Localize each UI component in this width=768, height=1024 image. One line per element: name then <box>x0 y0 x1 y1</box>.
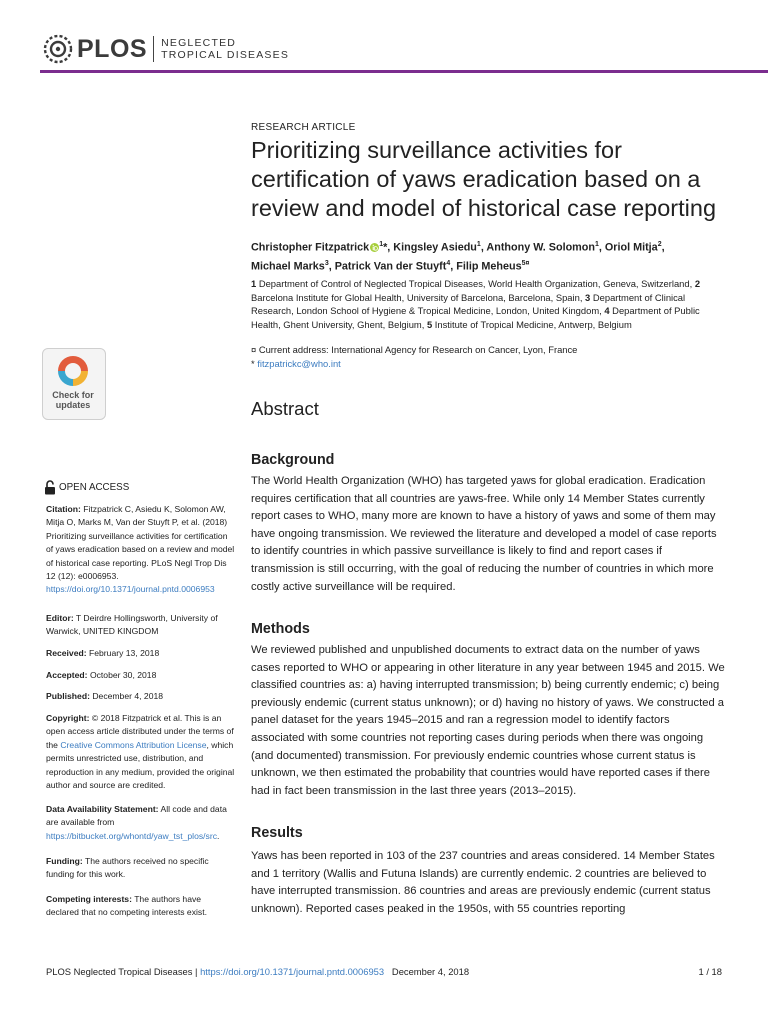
background-text: The World Health Organization (WHO) has targeted yaws for global eradication. Eradication requires certification that all countries are yaws-free. While only 14 Member States currently report cases to WHO, many more are known to have a history of yaws and some of them may have ongoing transmission. We reviewed the literature and developed a model of case reports to identify countries in which passive surveillance is likely to find and report cases if transmission is still occurring, with the goal of reducing the number of countries in which more costly active surveillance will be required. <box>251 475 717 593</box>
author-name[interactable]: Michael Marks <box>251 260 325 273</box>
brand-name: PLOS <box>77 34 148 63</box>
affiliation-text: Institute of Tropical Medicine, Antwerp, Belgium <box>434 318 632 330</box>
accepted-value: October 30, 2018 <box>89 670 157 680</box>
citation-doi-link[interactable]: https://doi.org/10.1371/journal.pntd.0006953 <box>46 584 215 595</box>
affiliation-number: 2 <box>694 278 701 289</box>
affiliation-number: 5 <box>426 318 433 330</box>
journal-name-line1: NEGLECTED <box>161 37 237 49</box>
open-access-label: OPEN ACCESS <box>59 482 130 493</box>
author-name[interactable]: Christopher Fitzpatrick <box>251 241 370 254</box>
author-affiliation-sup: 2 <box>657 241 662 248</box>
author-name[interactable]: Oriol Mitja <box>604 241 658 254</box>
check-for-updates-badge[interactable] <box>42 348 106 420</box>
orcid-icon[interactable] <box>370 243 379 252</box>
copyright-label: Copyright: <box>46 713 90 723</box>
journal-name-line2: TROPICAL DISEASES <box>161 49 290 61</box>
license-link[interactable]: Creative Commons Attribution License <box>60 739 207 750</box>
citation-label: Citation: <box>46 504 81 514</box>
check-updates-line1: Check for <box>52 390 94 400</box>
author-affiliation-sup: 1 <box>476 241 481 248</box>
email-prefix: * <box>251 357 255 369</box>
author-affiliation-sup: 1 <box>379 241 384 248</box>
journal-header <box>0 0 768 76</box>
data-repository-link[interactable]: https://bitbucket.org/whontd/yaw_tst_plos/src <box>46 830 218 841</box>
footer-journal: PLOS Neglected Tropical Diseases <box>46 966 193 977</box>
accepted-date <box>46 669 236 682</box>
received-label: Received: <box>46 648 87 658</box>
received-date <box>46 647 236 660</box>
current-address-note: ¤ Current address: International Agency for Research on Cancer, Lyon, France <box>251 344 578 355</box>
citation-text: Fitzpatrick C, Asiedu K, Solomon AW, Mitja O, Marks M, Van der Stuyft P, et al. (2018) Prioritizing surveillance activities for certification of yaws eradication based on a review and model of historical case reporting. PLoS Negl Trop Dis 12 (12): e0006953. <box>46 504 235 582</box>
corresponding-mark: * <box>383 241 388 254</box>
citation-block <box>46 503 236 597</box>
data-availability-label: Data Availability Statement: <box>46 804 159 814</box>
author-list: Christopher Fitzpatrick $^1$*, Kingsley Asiedu$^1$, Anthony W. Solomon$^1$, Oriol Mitja$^2$, Michael Marks$^3$, Patrick Van der Stuyft$^4$, Filip Meheus$^{5¤}$ <box>251 241 665 273</box>
results-heading: Results <box>251 825 303 841</box>
crossmark-icon <box>56 354 90 388</box>
footer-doi-link[interactable]: https://doi.org/10.1371/journal.pntd.0006953 <box>200 966 385 977</box>
affiliation-number: 1 <box>251 278 257 289</box>
logo-divider <box>153 36 154 62</box>
author-name[interactable]: Anthony W. Solomon <box>486 241 595 254</box>
funding-text: The authors received no specific funding for this work. <box>46 856 209 880</box>
article-type-label: RESEARCH ARTICLE <box>251 122 356 133</box>
affiliation-text: Department of Clinical Research, London School of Hygiene & Tropical Medicine, London, United Kingdom, <box>251 291 686 316</box>
journal-name <box>161 37 289 61</box>
published-value: December 4, 2018 <box>92 691 164 701</box>
copyright-text-2: , which permits unrestricted use, distribution, and reproduction in any medium, provided the original author and source are credited. <box>46 739 235 791</box>
data-availability-text: All code and data are available from <box>46 804 227 828</box>
competing-interests-text: The authors have declared that no competing interests exist. <box>46 894 207 918</box>
data-availability-block <box>46 803 236 843</box>
author-affiliation-sup: 3 <box>324 259 329 267</box>
affiliation-text: Department of Control of Neglected Tropical Diseases, World Health Organization, Geneva, Switzerland, <box>258 278 693 289</box>
background-heading: Background <box>251 452 335 468</box>
copyright-text-1: © 2018 Fitzpatrick et al. This is an open access article distributed under the terms of the <box>46 713 234 750</box>
methods-heading: Methods <box>251 621 310 637</box>
affiliation-number: 3 <box>585 291 591 303</box>
affiliation-text: Barcelona Institute for Global Health, University of Barcelona, Barcelona, Spain, <box>251 291 583 303</box>
header-rule <box>40 70 768 73</box>
open-lock-icon <box>44 480 56 495</box>
editor-block <box>46 612 236 639</box>
article-title: Prioritizing surveillance activities for certification of yaws eradication based on a review and model of historical case reporting <box>251 137 717 221</box>
footer-citation <box>46 966 469 977</box>
affiliation-text: Department of Public Health, Ghent University, Ghent, Belgium, <box>251 305 700 330</box>
email-link[interactable]: fitzpatrickc@who.int <box>257 357 341 369</box>
current-address-block <box>251 343 726 370</box>
competing-interests-label: Competing interests: <box>46 894 132 904</box>
published-label: Published: <box>46 691 90 701</box>
funding-label: Funding: <box>46 856 83 866</box>
check-updates-line2: updates <box>55 400 91 410</box>
copyright-block <box>46 712 236 792</box>
author-affiliation-sup: 5¤ <box>521 259 530 267</box>
editor-text: T Deirdre Hollingsworth, University of Warwick, UNITED KINGDOM <box>46 613 218 637</box>
methods-text: We reviewed published and unpublished documents to extract data on the number of yaws cases reported to WHO or appearing in other literature in any year between 1945 and 2015. We classified countries as: a) having interrupted transmission; b) being currently endemic; c) being previously endemic (current status unknown); or d) having no history of yaws. We constructed a panel dataset for the years 1945–2015 and ran a regression model to identify factors associated with some countries not reporting cases during periods when there was ongoing (and documented) transmission. For previously endemic countries whose current status is unknown, we then estimated the probability that countries would have reported cases if there had in fact been transmission in the last three years (2013–2015). <box>251 644 725 797</box>
author-affiliation-sup: 4 <box>446 259 451 267</box>
funding-block <box>46 855 236 882</box>
received-value: February 13, 2018 <box>89 648 160 658</box>
plos-logo[interactable] <box>42 32 289 66</box>
footer-date: December 4, 2018 <box>391 966 470 977</box>
author-name[interactable]: Patrick Van der Stuyft <box>334 260 447 273</box>
abstract-heading: Abstract <box>251 398 319 419</box>
affiliation-number: 4 <box>604 305 610 316</box>
footer-separator: | <box>195 966 198 977</box>
author-name[interactable]: Kingsley Asiedu <box>393 241 477 254</box>
affiliations-list <box>251 277 726 331</box>
check-updates-label <box>42 390 104 410</box>
plos-logo-icon <box>42 33 74 65</box>
published-date <box>46 690 236 703</box>
data-availability-end: . <box>217 830 220 841</box>
page-number: 1 / 18 <box>698 966 722 977</box>
competing-interests-block <box>46 893 236 920</box>
accepted-label: Accepted: <box>46 670 88 680</box>
editor-label: Editor: <box>46 613 74 623</box>
author-affiliation-sup: 1 <box>594 241 599 248</box>
author-name[interactable]: Filip Meheus <box>456 260 522 273</box>
open-access-badge <box>44 480 129 495</box>
results-text: Yaws has been reported in 103 of the 237 countries and areas considered. 14 Member States and 1 territory (Wallis and Futuna Islands) are currently endemic. 2 countries are believed to have interrupted transmission. 86 countries and areas are previously endemic (current status unknown). Reported cases peaked in the 1950s, with 55 countries reporting <box>251 850 715 915</box>
